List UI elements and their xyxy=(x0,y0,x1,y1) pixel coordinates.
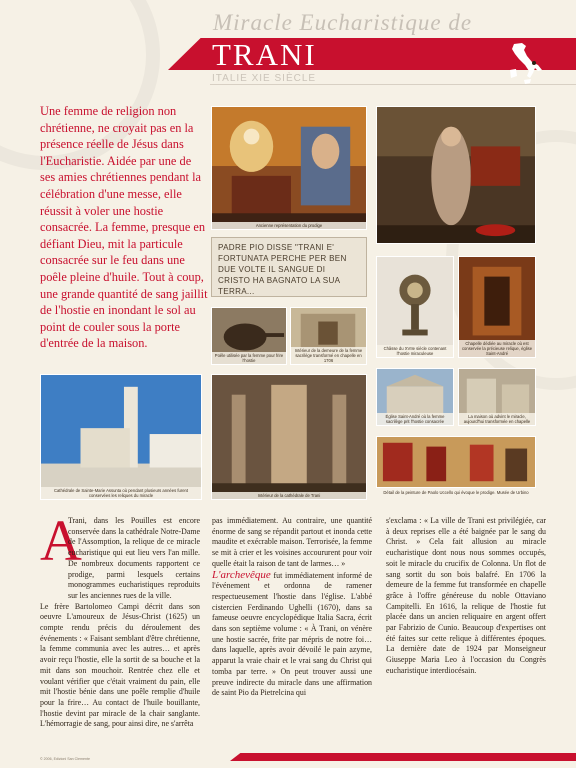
caption-church-exterior: Église Saint-André où la femme sacrilège prit l'hostie consacrée xyxy=(377,413,453,425)
column-1 xyxy=(40,516,200,730)
col2-text: fut immédiatement informé de l'événement et ordonna de ramener respectueusement l'hostie dans l'église. L'abbé cistercien Ferdinando Ughelli (1670), dans sa fameuse oeuvre encyclopédique Italia Sacra, écrit dans son septième volume : « À Trani, on vénère une hostie sacrée, frite par mépris de notre foi… dans laquelle, après avoir dévoilé le pain azyme, apparut la vraie chair et le vrai sang du Christ qui tomba par terre. » On peut trouver aussi une preuve indirecte du miracle dans une affirmation de saint Pio da Pietrelcina qui xyxy=(212,570,372,698)
caption-cathedral-exterior: Cathédrale de Sainte-Marie Assunta où pendant plusieurs années furent conservées les reliques du miracle xyxy=(41,487,201,499)
caption-house: La maison où advint le miracle, aujourd'hui transformée en chapelle xyxy=(459,413,535,425)
caption-reliquary: Châsse du XVIIe siècle contenant l'hostie miraculeuse xyxy=(377,345,453,357)
header-divider xyxy=(210,84,576,85)
col1-campi: Le frère Bartolomeo Campi décrit dans son oeuvre L'amoureux de Jésus-Christ (1625) un compte rendu précis du déroulement des événements : « Faisant semblant d'être chrétienne, la femme communia avec les autres… et après avoir reçu l'hostie, elle la sortit de sa bouche et la mit dans son mouchoir. Rentrée chez elle et voulant vérifier que c'était vraiment du pain, elle mit l'hostie bénie dans une poêle remplie d'huile pour la frire… Au contact de l'huile bouillante, l'hostie devint par miracle de la chair sanglante. L'hémorragie de sang, pour ainsi dire, ne s'arrêta xyxy=(40,601,200,729)
column-2 xyxy=(212,516,372,699)
pan-photo xyxy=(211,307,287,365)
intro-paragraph: Une femme de religion non chrétienne, ne croyait pas en la présence réelle de Jésus dans l'Eucharistie. Aidée par une de ses amies chrétiennes pendant la célébration d'une messe, elle réussit à voler une hostie consacrée. La femme, presque en défiant Dieu, mit la particule consacrée sur le feu dans une poêle pleine d'huile. Tout à coup, une grande quantité de sang jaillit de l'hostie en inondant le sol au point de couler sous la porte d'entrée de la maison. xyxy=(40,104,208,351)
chapel-door-photo xyxy=(458,256,536,358)
church-exterior-photo xyxy=(376,368,454,426)
col1-opening: Trani, dans les Pouilles est encore conservée dans la cathédrale Notre-Dame de l'Assomption, la relique de ce miracle eucharistique qui eut lieu vers l'an mille. De nombreux documents rapportent ce prodige, parmi lesquels certains monogrammes eucharistiques reproduits sur les anciennes rues de la ville. xyxy=(68,516,200,600)
page-title: TRANI xyxy=(212,37,317,72)
chapel-interior-photo xyxy=(290,307,367,365)
page-era: ITALIE XIE SIÈCLE xyxy=(212,73,317,84)
caption-chapel-door: Chapelle dédiée au miracle où est conservée la précieuse relique, église Saint-André xyxy=(459,340,535,357)
column-3 xyxy=(386,516,546,677)
article-body xyxy=(40,508,546,756)
caption-painting: Ancienne représentation du prodige xyxy=(212,222,366,229)
page-subtitle: Miracle Eucharistique de xyxy=(213,10,473,35)
cathedral-exterior-photo xyxy=(40,374,202,500)
cathedral-interior-photo xyxy=(211,374,367,500)
reliquary-photo xyxy=(376,256,454,358)
footer-banner xyxy=(230,753,576,761)
house-photo xyxy=(458,368,536,426)
italy-map-icon xyxy=(500,40,546,86)
painting-photo xyxy=(211,106,367,230)
drop-cap: A xyxy=(40,508,82,573)
caption-chapel-interior: Intérieur de la demeure de la femme sacrilège transformé en chapelle en 1706 xyxy=(291,347,366,364)
uccello-painting-photo xyxy=(376,436,536,488)
caption-uccello: Détail de la peinture de Paolo Uccello qui évoque le prodige. Musée de Urbino xyxy=(383,490,529,495)
col2-lead: L'archevêque xyxy=(212,568,271,581)
padre-pio-quote: PADRE PIO DISSE "TRANI E' FORTUNATA PERCHE PER BEN DUE VOLTE IL SANGUE DI CRISTO HA BAGNATO LA SUA TERRA... xyxy=(211,237,367,297)
caption-pan: Poêle utilisée par la femme pour frire l'hostie xyxy=(212,352,286,364)
col2-continuation: pas immédiatement. Au contraire, une quantité énorme de sang se répandit partout et inonda cette maudite et exécrable maison. Terrorisée, la femme se mit à crier et les voisines accoururent pour voir quelle était la raison de tant de larmes… » xyxy=(212,516,372,568)
caption-cathedral-interior: Intérieur de la cathédrale de Trani xyxy=(212,492,366,499)
copyright: © 2006, Edizioni San Clemente xyxy=(40,757,90,761)
woman-scene-photo xyxy=(376,106,536,244)
col3-text: s'exclama : « La ville de Trani est privilégiée, car à deux reprises elle a été baignée par le sang du Christ. » Cela fait allusion au miracle eucharistique dont nous nous sommes occupés, soit le miracle du crucifix de Colonna. Un flot de sang sortit du son bois balafré. En 1706 la demeure de la femme fut transformée en chapelle grâce à l'offre généreuse du noble Ottaviano Campitelli. En 1616, la relique de l'hostie fut placée dans un ancien reliquaire en argent offert par Fabrizio de Cunio. Beaucoup d'expertises ont été faites sur cette relique à différentes époques. La dernière date de 1924 par Monseigneur Giuseppe Maria Leo à l'occasion du Congrès eucharistique interdiocésain. xyxy=(386,516,546,675)
